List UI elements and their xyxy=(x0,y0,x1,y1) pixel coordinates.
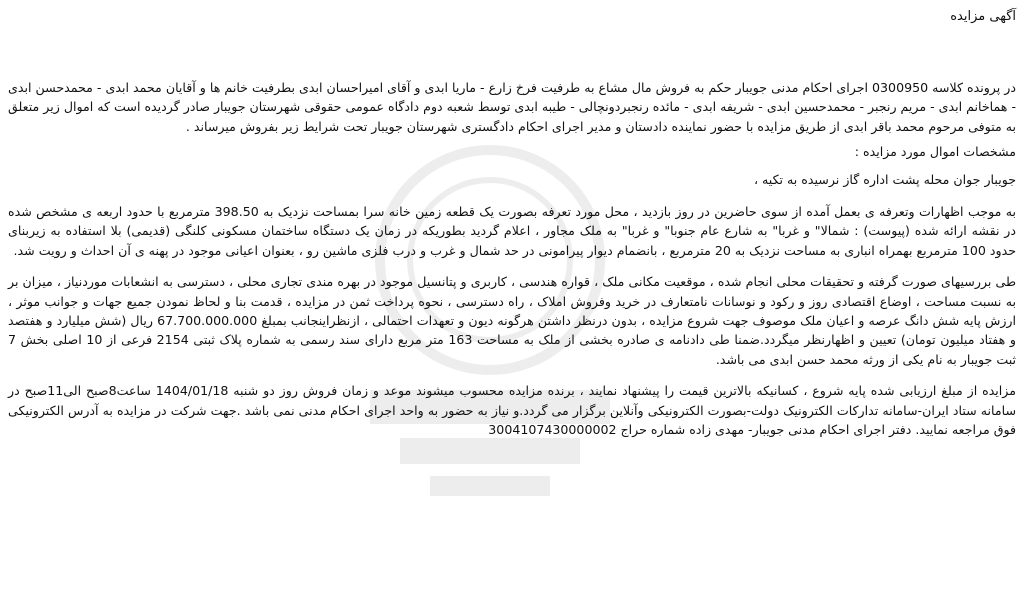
auction-terms-text: مزایده از مبلغ ارزیابی شده پایه شروع ، کسانیکه بالاترین قیمت را پیشنهاد نمایند ، برنده مزایده محسوب میشوند موعد و زمان فروش روز دو شنبه 1404/01/18 ساعت8صبح الی11صبح در سامانه ستاد ایران-سامانه تدارکات الکترونیک دولت-بصورت الکترونیکی وآنلاین برگزار می گردد.و نیاز به حضور به واحد اجرای احکام مدنی نمی باشد .جهت شرکت در مزایده به آدرس الکترونیکی فوق مراجعه نمایید. دفتر اجرای احکام مدنی جویبار- مهدی زاده xyxy=(8,383,1016,438)
specs-heading: مشخصات اموال مورد مزایده : xyxy=(854,144,1016,160)
auction-number-label: شماره حراج xyxy=(620,422,686,438)
property-description-paragraph: به موجب اظهارات وتعرفه ی بعمل آمده از سوی حاضرین در روز بازدید ، محل مورد تعرفه بصورت یک قطعه زمین خانه سرا بمساحت نزدیک به 398.50 مترمربع با حدود اربعه ی مشخص شده در نقشه ارائه شده (پیوست) : شمالا" و غربا" به شارع عام جنوبا" و غربا" به ملک مجاور ، اعلام گردید بطوریکه در زمان یک دستگاه ساختمان مسکونی کلنگی (قدیمی) بلا استفاده به زیربنای حدود 100 مترمربع بهمراه انباری به مساحت نزدیک به 20 مترمربع ، بانضمام دیوار پیرامونی در حد شمال و غرب و درب فلزی ماشین رو ، بعنوان اعیانی موجود در پهنه ی آن احداث و رویت شد. xyxy=(8,204,1016,258)
notice-intro-paragraph: در پرونده کلاسه 0300950 اجرای احکام مدنی جویبار حکم به فروش مال مشاع به طرفیت فرخ زارع - ماریا ابدی و آقای امیراحسان ابدی بطرفیت خانم ها و آقایان محمد ابدی - محمدحسن ابدی - هماخانم ابدی - مریم رنجبر - محمدحسین ابدی - شریفه ابدی - مائده رنجبردونچالی - طیبه ابدی توسط شعبه دوم دادگاه عمومی حقوقی شهرستان جویبار صادر گردیده است که اموال زیر متعلق به متوفی مرحوم محمد باقر ابدی از طریق مزایده با حضور نماینده دادستان و مدیر اجرای احکام دادگستری شهرستان جویبار تحت شرایط زیر بفروش میرساند . xyxy=(8,80,1016,134)
auction-terms-paragraph xyxy=(8,381,1016,439)
valuation-paragraph: طی بررسیهای صورت گرفته و تحقیقات محلی انجام شده ، موقعیت مکانی ملک ، قواره هندسی ، کاربری و پتانسیل موجود در بهره مندی تجاری محلی ، دسترسی به انشعابات موردنیاز ، میزان بر به نسبت مساحت ، اوضاع اقتصادی روز و رکود و نوسانات نامتعارف در خرید وفروش املاک ، راه دسترسی ، نحوه پرداخت ثمن در مزایده ، قدمت بنا و لحاظ نمودن جمیع جهات و جوانب موثر ، ارزش پایه شش دانگ عرصه و اعیان ملک موصوف جهت شروع مزایده ، بدون درنظر داشتن هرگونه دیون و تعهدات احتمالی ، ازنظراینجانب بمبلغ 67.700.000.000 ریال (شش میلیارد و هفتصد و هفتاد میلیون تومان) تعیین و اظهارنظر میگردد.ضمنا طی دادنامه ی صادره بخشی از ملک به مساحت 163 متر مربع دارای سند رسمی به شماره پلاک ثبتی 2154 فرعی از 10 اصلی بخش 7 ثبت جویبار به نام یکی از ورثه محمد حسن ابدی می باشد. xyxy=(8,274,1016,367)
auction-number: 3004107430000002 xyxy=(488,422,617,438)
notice-title: آگهی مزایده xyxy=(950,9,1016,24)
property-location: جویبار جوان محله پشت اداره گاز نرسیده به تکیه ، xyxy=(753,171,1016,187)
